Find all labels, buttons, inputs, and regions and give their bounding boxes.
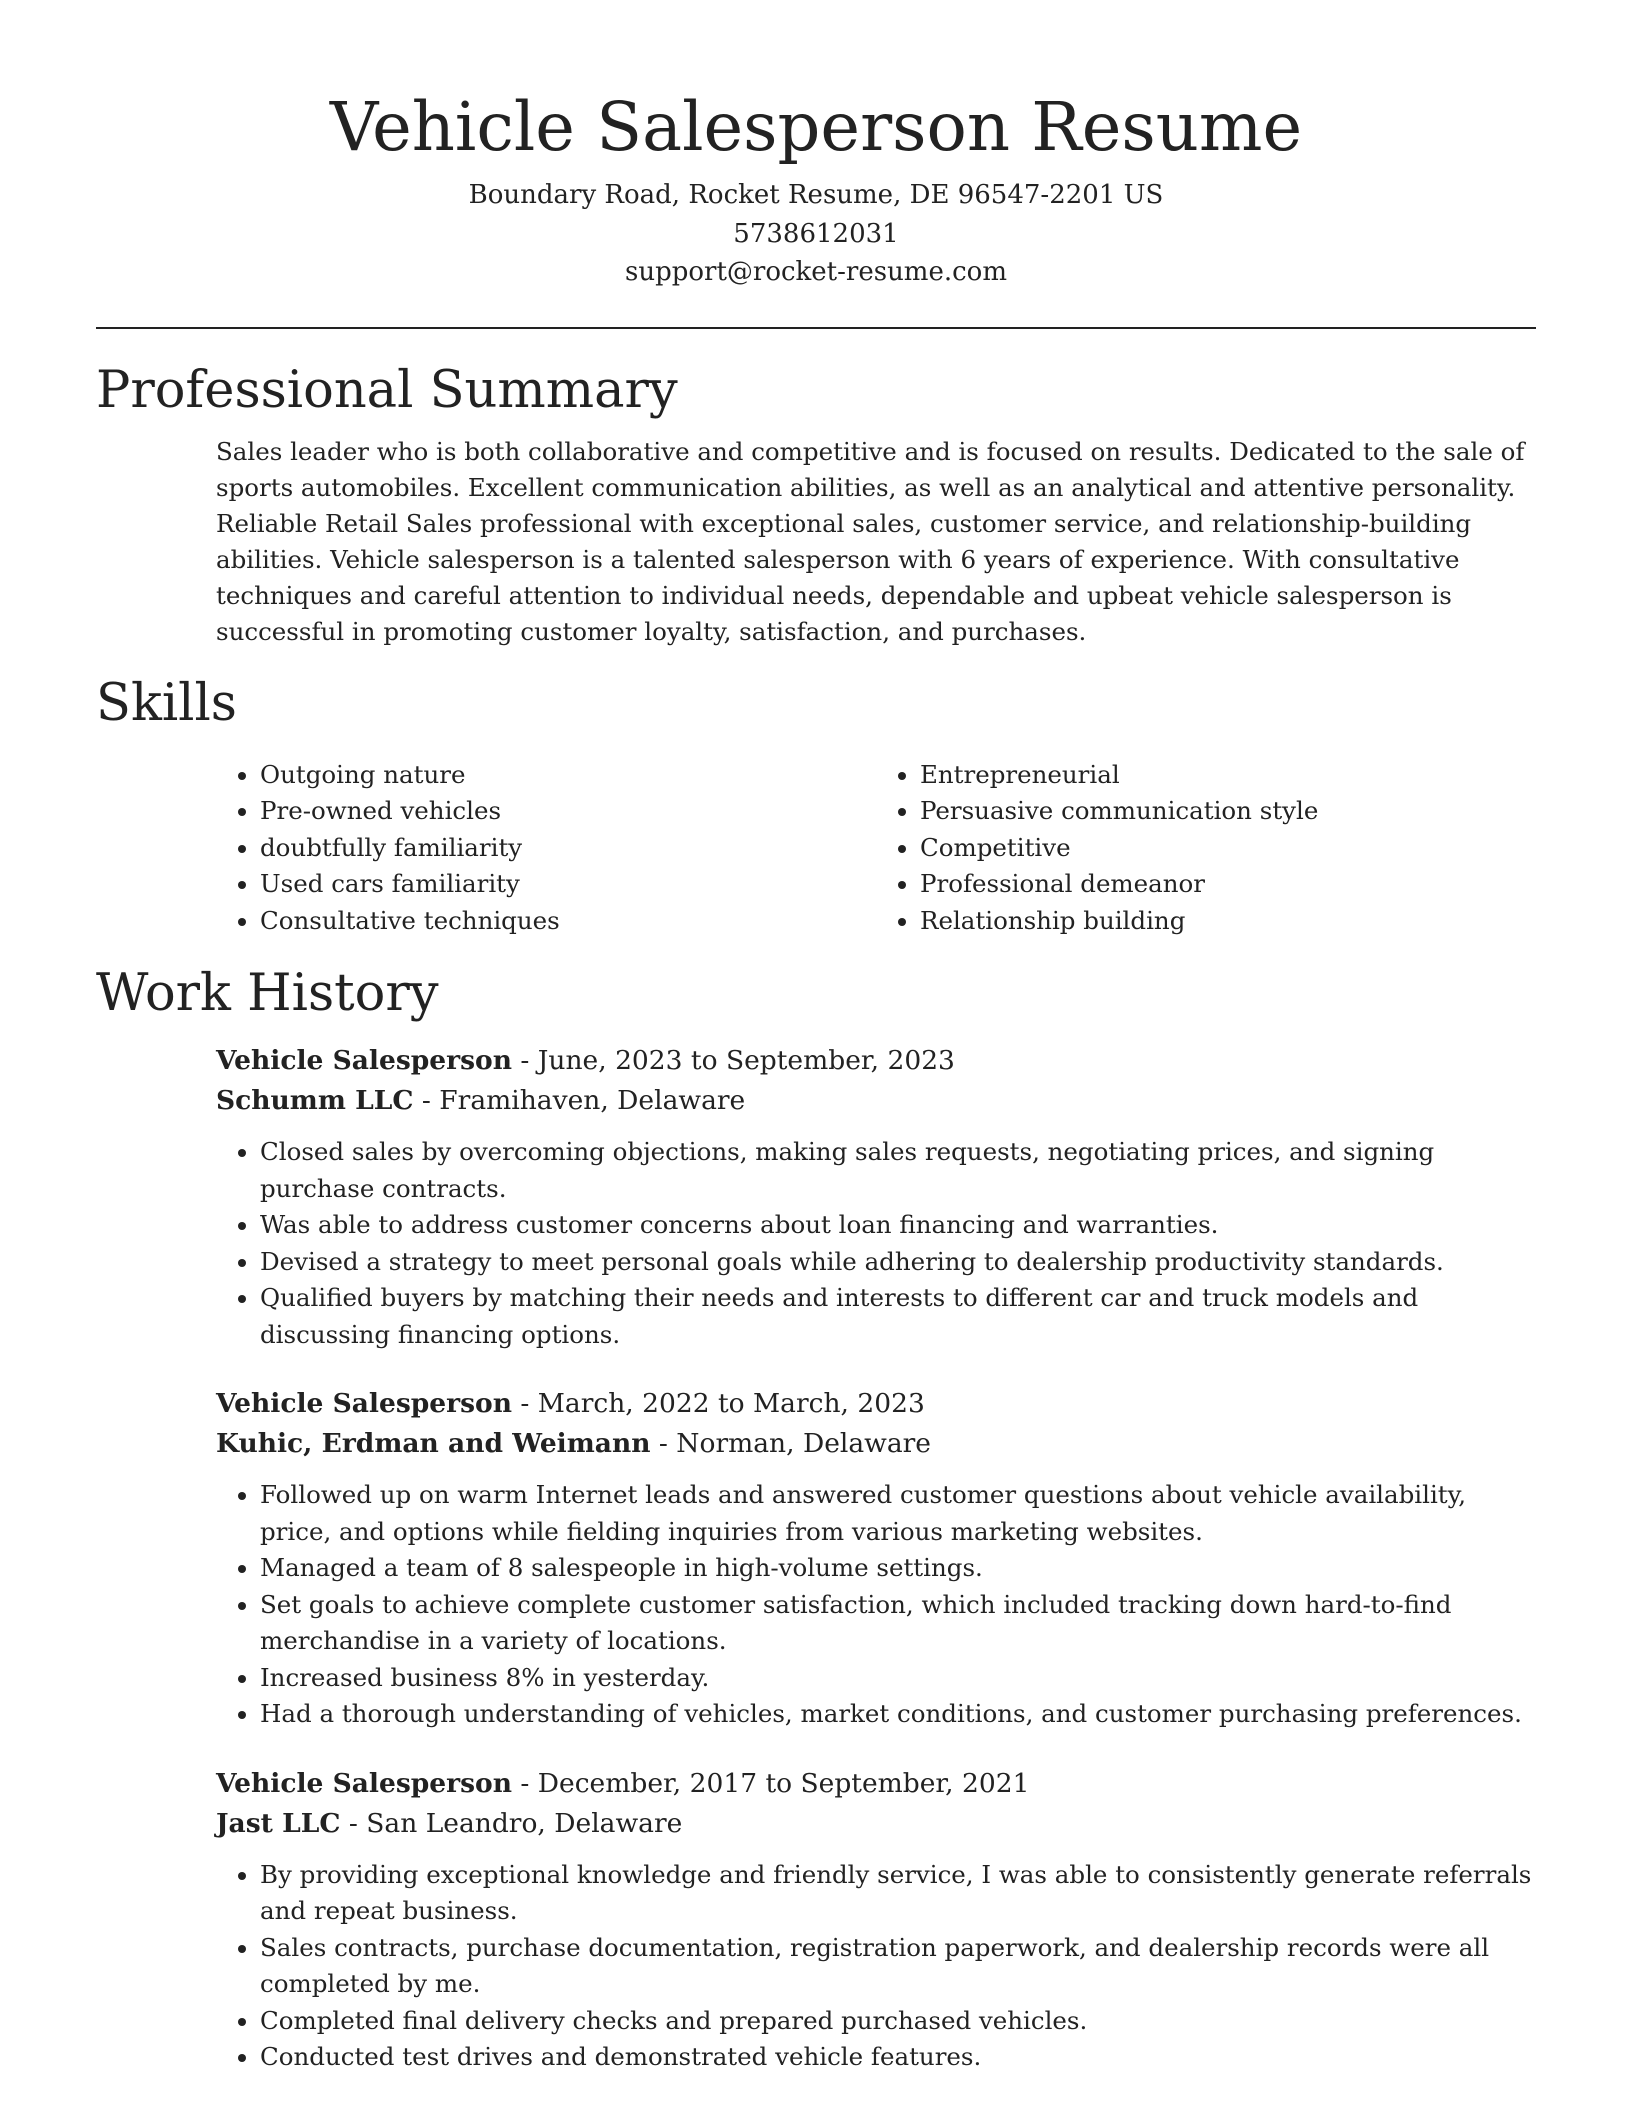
skill-item: • Persuasive communication style: [920, 793, 1536, 830]
job-dates: - June, 2023 to September, 2023: [511, 1045, 955, 1076]
job-title-line: [216, 1764, 1536, 1804]
skill-item: • Outgoing nature: [260, 757, 876, 794]
job-company-line: [216, 1804, 1536, 1844]
job-bullet: • Closed sales by overcoming objections, making sales requests, negotiating prices, and signing purchase contracts.: [260, 1134, 1536, 1207]
skill-item: • doubtfully familiarity: [260, 830, 876, 867]
skills-section: [96, 671, 1536, 940]
job-company: Jast LLC: [216, 1807, 341, 1839]
summary-text: Sales leader who is both collaborative and competitive and is focused on results. Dedicated to the sale of sports automobiles. Excellent communication abilities, as well as an analytical and attentive personality. Reliable Retail Sales professional with exceptional sales, customer service, and relationship-building abilities. Vehicle salesperson is a talented salesperson with 6 years of experience. With consultative techniques and careful attention to individual needs, dependable and upbeat vehicle salesperson is successful in promoting customer loyalty, satisfaction, and purchases.: [216, 436, 1525, 646]
job-role: Vehicle Salesperson: [216, 1767, 512, 1799]
summary-body: [216, 434, 1536, 650]
job-bullet: • Had a thorough understanding of vehicles, market conditions, and customer purchasing preferences.: [260, 1696, 1536, 1733]
skills-grid: [216, 757, 1536, 940]
skill-item: • Competitive: [920, 830, 1536, 867]
job-company-line: [216, 1424, 1536, 1464]
skills-heading: Skills: [96, 673, 237, 733]
job-company: Kuhic, Erdman and Weimann: [216, 1428, 651, 1459]
resume-header: [96, 0, 1536, 292]
page-title: Vehicle Salesperson Resume: [329, 88, 1303, 166]
job-bullets: [216, 1477, 1536, 1733]
skill-item: • Consultative techniques: [260, 903, 876, 940]
job-location: - San Leandro, Delaware: [340, 1807, 683, 1839]
job-bullet: • Followed up on warm Internet leads and answered customer questions about vehicle availability, price, and options while fielding inquiries from various marketing websites.: [260, 1477, 1536, 1550]
contact-block: [96, 176, 1536, 292]
job-location: - Framihaven, Delaware: [413, 1085, 746, 1116]
job-entry: [216, 1041, 1536, 1353]
job-bullet: • Increased business 8% in yesterday.: [260, 1660, 1536, 1697]
summary-heading: Professional Summary: [96, 360, 678, 420]
skill-item: • Used cars familiarity: [260, 866, 876, 903]
job-company: Schumm LLC: [216, 1085, 414, 1116]
work-history-heading: Work History: [96, 964, 439, 1023]
job-dates: - March, 2022 to March, 2023: [511, 1388, 925, 1419]
job-role: Vehicle Salesperson: [216, 1388, 512, 1419]
skills-list-right: [876, 757, 1536, 940]
job-bullet: • Conducted test drives and demonstrated vehicle features.: [260, 2039, 1536, 2076]
job-bullet: • By providing exceptional knowledge and friendly service, I was able to consistently generate referrals and repeat business.: [260, 1857, 1536, 1930]
job-bullet: • Managed a team of 8 salespeople in high-volume settings.: [260, 1550, 1536, 1587]
job-entry: [216, 1384, 1536, 1733]
job-bullets: [216, 1857, 1536, 2076]
contact-phone: 5738612031: [733, 218, 899, 249]
job-dates: - December, 2017 to September, 2021: [511, 1767, 1030, 1799]
job-title-line: [216, 1041, 1536, 1081]
job-bullet: • Sales contracts, purchase documentation, registration paperwork, and dealership records were all completed by me.: [260, 1930, 1536, 2003]
work-history-section: [96, 961, 1536, 2076]
skill-item: • Entrepreneurial: [920, 757, 1536, 794]
job-location: - Norman, Delaware: [650, 1428, 931, 1459]
job-bullet: • Set goals to achieve complete customer satisfaction, which included tracking down hard-to-find merchandise in a variety of locations.: [260, 1587, 1536, 1660]
resume-page: [96, 0, 1536, 2076]
header-divider: [96, 327, 1536, 329]
job-entry: [216, 1764, 1536, 2076]
job-bullet: • Completed final delivery checks and prepared purchased vehicles.: [260, 2003, 1536, 2040]
skill-item: • Relationship building: [920, 903, 1536, 940]
job-bullets: [216, 1134, 1536, 1353]
job-bullet: • Devised a strategy to meet personal goals while adhering to dealership productivity standards.: [260, 1244, 1536, 1281]
job-title-line: [216, 1384, 1536, 1424]
job-bullet: • Was able to address customer concerns about loan financing and warranties.: [260, 1207, 1536, 1244]
skills-list-left: [216, 757, 876, 940]
skill-item: • Pre-owned vehicles: [260, 793, 876, 830]
summary-section: [96, 358, 1536, 650]
skill-item: • Professional demeanor: [920, 866, 1536, 903]
job-bullet: • Qualified buyers by matching their needs and interests to different car and truck models and discussing financing options.: [260, 1280, 1536, 1353]
job-company-line: [216, 1081, 1536, 1121]
job-role: Vehicle Salesperson: [216, 1045, 512, 1076]
contact-address: Boundary Road, Rocket Resume, DE 96547-2201 US: [468, 180, 1164, 210]
contact-email: support@rocket-resume.com: [624, 257, 1007, 287]
